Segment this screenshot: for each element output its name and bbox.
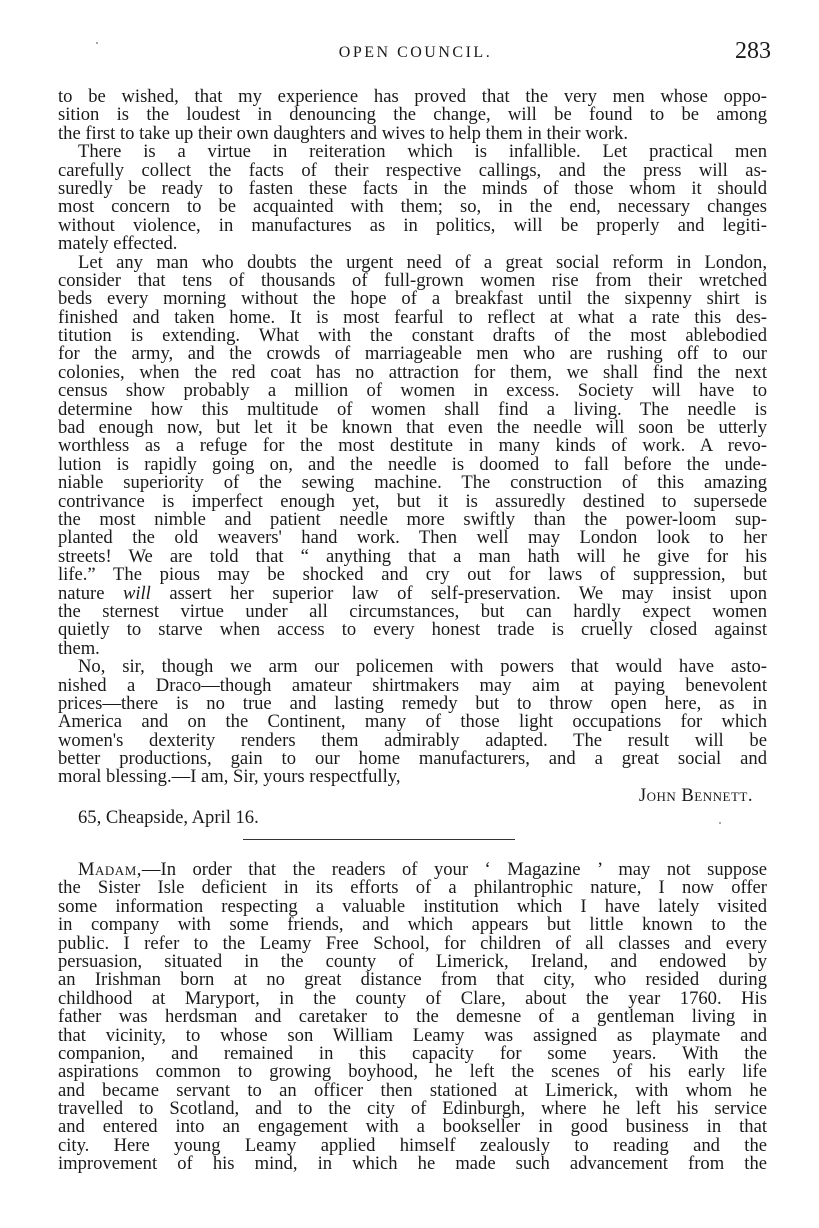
text-line: most concern to be acquainted with them; so, in the end, necessary changes: [58, 198, 767, 217]
text-line: finished and taken home. It is most fearful to reflect at what a rate this des-: [58, 308, 767, 328]
running-head: [60, 38, 771, 68]
text-line: niable superiority of the sewing machine. The construction of this amazing: [58, 474, 767, 493]
text-line: suredly be ready to fasten these facts in the minds of those whom it should: [58, 179, 767, 199]
text-line: quietly to starve when access to every honest trade is cruelly closed against: [58, 621, 767, 640]
text-line: in company with some friends, and which appears but little known to the: [58, 916, 767, 935]
text-line: determine how this multitude of women shall find a living. The needle is: [58, 400, 767, 420]
text-line: the sternest virtue under all circumstances, but can hardly expect women: [58, 602, 767, 622]
text-line: carefully collect the facts of their respective callings, and the press will as-: [58, 161, 767, 180]
text-line: lution is rapidly going on, and the needle is doomed to fall before the unde-: [58, 455, 767, 475]
text-line: the Sister Isle deficient in its efforts of a philantrophic nature, I now offer: [58, 879, 767, 898]
text-line: improvement of his mind, in which he made such advancement from the: [58, 1155, 767, 1174]
text-line: the most nimble and patient needle more swiftly than the power-loom sup-: [58, 510, 767, 530]
text-line: without violence, in manufactures as in politics, will be properly and legiti-: [58, 216, 767, 236]
text-line: to be wished, that my experience has proved that the very men whose oppo-: [58, 88, 767, 107]
text-line: aspirations common to growing boyhood, he left the scenes of his early life: [58, 1063, 767, 1082]
text-line: travelled to Scotland, and to the city of Edinburgh, where he left his service: [58, 1100, 767, 1119]
text-line: an Irishman born at no great distance from that city, who resided during: [58, 971, 767, 990]
running-title: OPEN COUNCIL.: [338, 44, 493, 61]
text-line: women's dexterity renders them admirably adapted. The result will be: [58, 731, 767, 751]
text-line: planted the old weavers' hand work. Then well may London look to her: [58, 529, 767, 548]
text-line: nature will assert her superior law of self-preservation. We may insist upon: [58, 584, 767, 603]
text-line: the first to take up their own daughters and wives to help them in their work.: [58, 124, 629, 144]
letter-madam: [58, 861, 767, 1174]
text-line: father was herdsman and caretaker to the demesne of a gentleman living in: [58, 1008, 767, 1027]
text-line: public. I refer to the Leamy Free School, for children of all classes and every: [58, 934, 767, 953]
text-line-rest: —In order that the readers of your ‘ Magazine ’ may not suppose: [141, 861, 767, 880]
text-line: contrivance is imperfect enough yet, but it is assuredly destined to supersede: [58, 492, 767, 511]
text-line: worthless as a refuge for the most destitute in many kinds of work. A revo-: [58, 437, 767, 456]
text-line: census show probably a million of women in excess. Society will have to: [58, 382, 767, 401]
text-line: for the army, and the crowds of marriageable men who are rushing off to our: [58, 345, 767, 364]
text-line: persuasion, situated in the county of Limerick, Ireland, and endowed by: [58, 952, 767, 972]
text-line: life.” The pious may be shocked and cry out for laws of suppression, but: [58, 566, 767, 585]
text-line: bad enough now, but let it be known that even the needle will soon be utterly: [58, 419, 767, 438]
text-line: some information respecting a valuable institution which I have lately visited: [58, 897, 767, 917]
text-line: nished a Draco—though amateur shirtmakers may aim at paying benevolent: [58, 676, 767, 695]
print-speck: [719, 822, 721, 824]
text-line: No, sir, though we arm our policemen with powers that would have asto-: [78, 658, 767, 677]
text-line: consider that tens of thousands of full-grown women rise from their wretched: [58, 271, 767, 291]
text-line: and entered into an engagement with a bookseller in good business in that: [58, 1118, 767, 1137]
text-line: better productions, gain to our home manufacturers, and a great social and: [58, 750, 767, 769]
letter-john-bennett: [58, 88, 767, 828]
text-line: [58, 861, 767, 879]
section-divider: [243, 839, 515, 840]
text-line: beds every morning without the hope of a breakfast until the sixpenny shirt is: [58, 290, 767, 309]
text-line: titution is extending. What with the constant drafts of the most ablebodied: [58, 327, 767, 346]
text-line: colonies, when the red coat has no attraction for them, we shall find the next: [58, 363, 767, 383]
signature: John Bennett.: [638, 784, 753, 806]
print-speck: [96, 42, 98, 44]
page-number: 283: [735, 38, 771, 64]
text-line: America and on the Continent, many of those light occupations for which: [58, 713, 767, 732]
text-line: that vicinity, to whose son William Leamy was assigned as playmate and: [58, 1026, 767, 1045]
text-line: streets! We are told that “ anything that a man hath will he give for his: [58, 547, 767, 567]
text-line: them.: [58, 639, 100, 659]
text-line: companion, and remained in this capacity for some years. With the: [58, 1044, 767, 1064]
text-line: and became servant to an officer then stationed at Limerick, with whom he: [58, 1081, 767, 1101]
text-line: There is a virtue in reiteration which is infallible. Let practical men: [78, 143, 767, 162]
text-line: Let any man who doubts the urgent need of a great social reform in London,: [78, 253, 767, 272]
text-line: prices—there is no true and lasting remedy but to throw open here, as in: [58, 694, 767, 714]
text-line: moral blessing.—I am, Sir, yours respectfully,: [58, 768, 401, 787]
text-line: city. Here young Leamy applied himself zealously to reading and the: [58, 1136, 767, 1156]
text-line: childhood at Maryport, in the county of Clare, about the year 1760. His: [58, 989, 767, 1009]
salutation: Madam,: [78, 861, 142, 880]
text-line: mately effected.: [58, 235, 178, 254]
text-line: sition is the loudest in denouncing the change, will be found to be among: [58, 106, 767, 125]
address-date: 65, Cheapside, April 16.: [78, 807, 259, 829]
